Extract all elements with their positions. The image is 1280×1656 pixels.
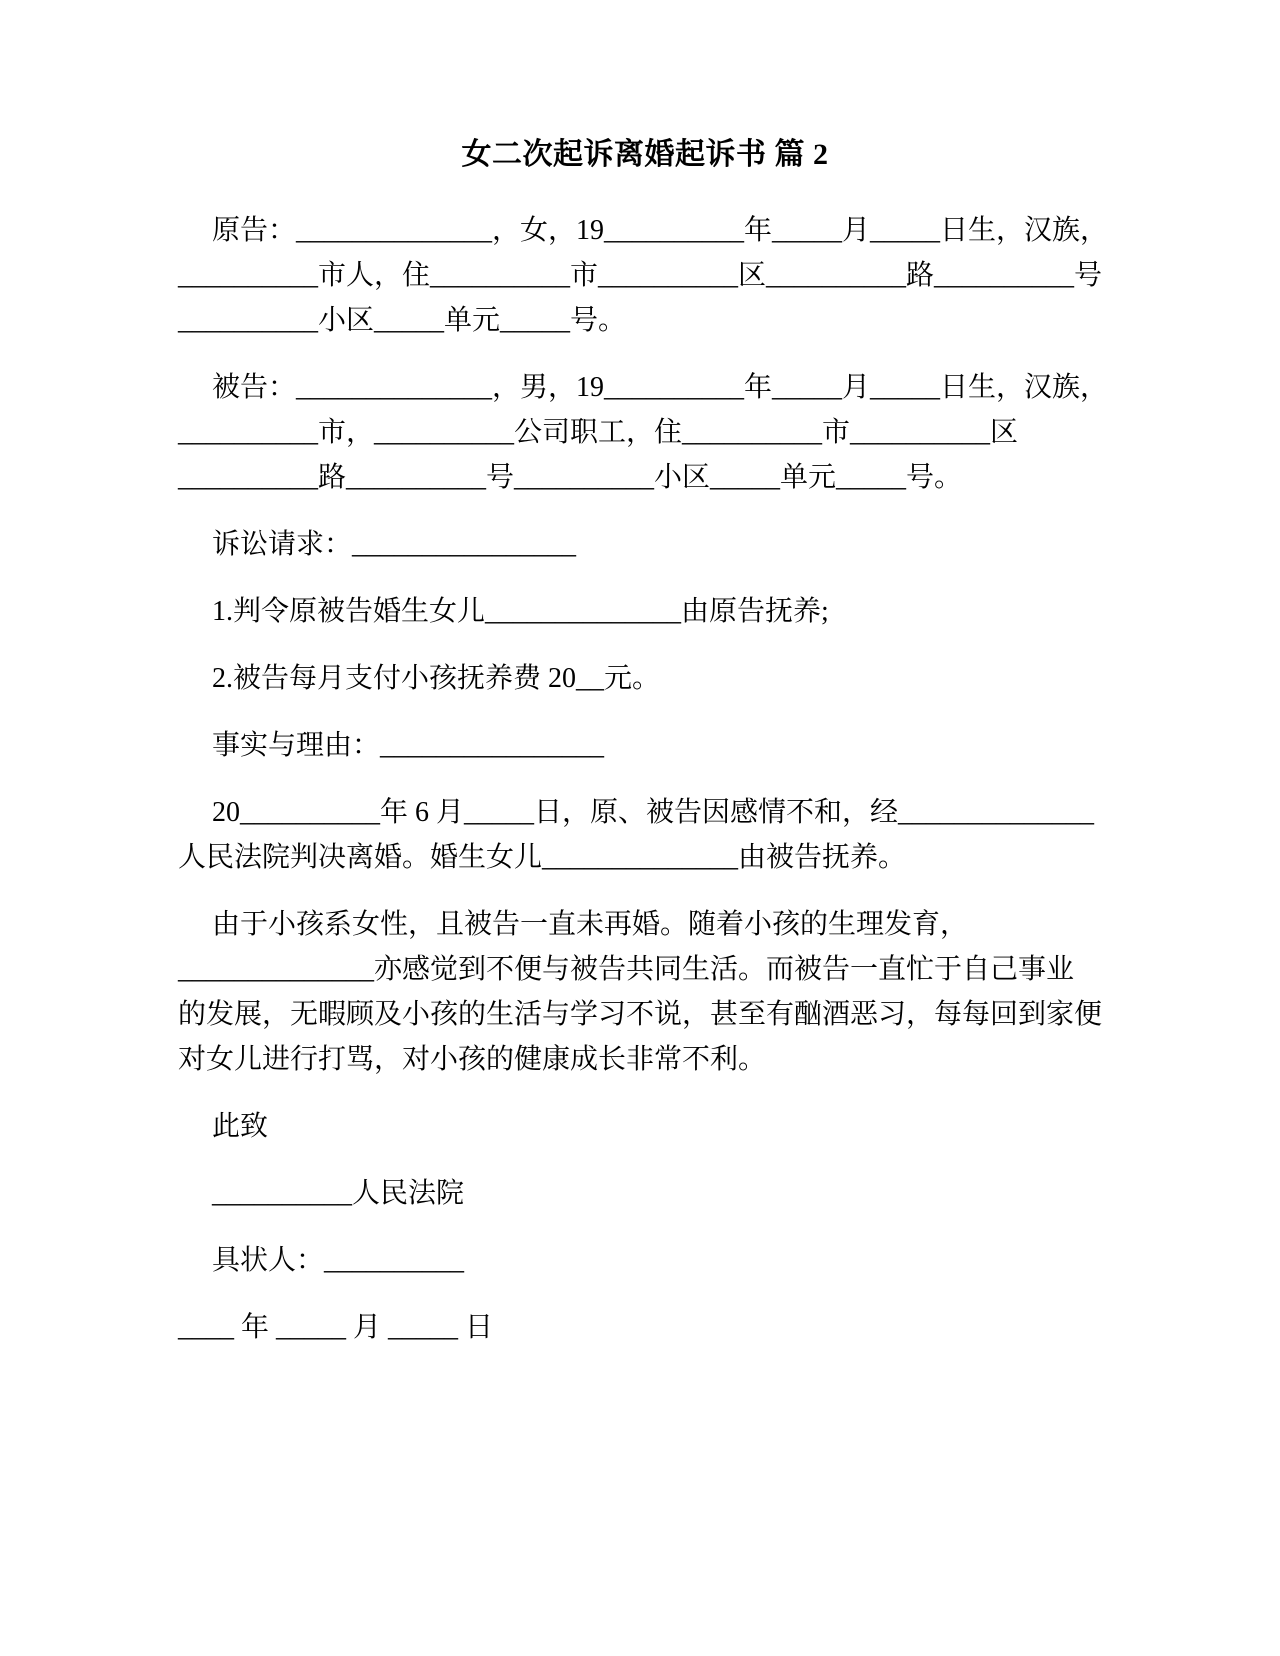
- paragraph-defendant-info: [178, 365, 1112, 500]
- paragraph-facts-heading: [178, 723, 1112, 768]
- text-line: ______________亦感觉到不便与被告共同生活。而被告一直忙于自己事业: [178, 954, 1075, 985]
- paragraph-petitioner-line: [178, 1238, 1112, 1283]
- paragraph-claims-heading: [178, 522, 1112, 567]
- paragraph-court-line: [178, 1171, 1112, 1216]
- text-line: __________小区_____单元_____号。: [178, 305, 627, 336]
- text-line: 由于小孩系女性，且被告一直未再婚。随着小孩的生理发育，: [212, 909, 969, 940]
- text-line: 的发展，无暇顾及小孩的生活与学习不说，甚至有酗酒恶习，每每回到家便: [178, 999, 1103, 1030]
- text-line: 20__________年 6 月_____日，原、被告因感情不和，经______________: [212, 797, 1095, 828]
- text-line: 人民法院判决离婚。婚生女儿______________由被告抚养。: [178, 842, 907, 873]
- text-line: __________路__________号__________小区_____单元_____号。: [178, 462, 963, 493]
- text-line: 1.判令原被告婚生女儿______________由原告抚养;: [212, 596, 829, 627]
- document-title: 女二次起诉离婚起诉书 篇 2: [461, 138, 829, 171]
- paragraph-claim-2: [178, 656, 1112, 701]
- text-line: 此致: [212, 1111, 269, 1142]
- paragraph-date-line: [178, 1305, 1112, 1350]
- text-line: 事实与理由：________________: [212, 730, 605, 761]
- text-line: 被告：______________，男，19__________年_____月_____日生，汉族，: [212, 372, 1109, 403]
- paragraph-claim-1: [178, 589, 1112, 634]
- text-line: __________市人，住__________市__________区__________路__________号: [178, 260, 1103, 291]
- text-line: 对女儿进行打骂，对小孩的健康成长非常不利。: [178, 1044, 767, 1075]
- paragraph-facts-reasons: [178, 902, 1112, 1082]
- text-line: __________人民法院: [212, 1178, 465, 1209]
- text-line: 诉讼请求：________________: [212, 529, 577, 560]
- paragraph-facts-divorce-judgment: [178, 790, 1112, 880]
- paragraph-salutation: [178, 1104, 1112, 1149]
- text-line: 2.被告每月支付小孩抚养费 20__元。: [212, 663, 661, 694]
- paragraph-plaintiff-info: [178, 208, 1112, 343]
- text-line: ____ 年 _____ 月 _____ 日: [178, 1312, 494, 1343]
- text-line: __________市，__________公司职工，住__________市__________区: [178, 417, 1019, 448]
- document-body: [178, 208, 1112, 1350]
- text-line: 原告：______________，女，19__________年_____月_____日生，汉族，: [212, 215, 1109, 246]
- text-line: 具状人：__________: [212, 1245, 465, 1276]
